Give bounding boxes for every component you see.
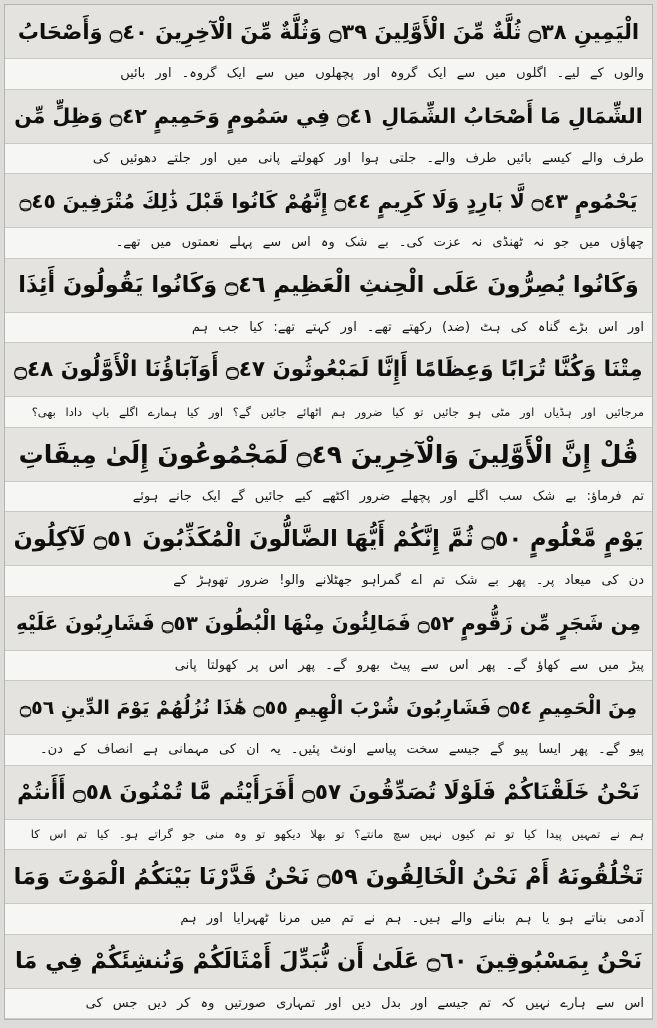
urdu-text: ہم نے تمہیں پیدا کیا تو تم کیوں نہیں سچ مانتے؟ تو بھلا دیکھو تو وہ منی جو گراتے ہو۔ کیا تم اس کا bbox=[30, 827, 644, 842]
urdu-translation-line bbox=[5, 481, 652, 512]
urdu-translation-line bbox=[5, 988, 652, 1019]
arabic-text: تَخْلُقُونَهُ أَمْ نَحْنُ الْخَالِقُونَ ۝٥٩ نَحْنُ قَدَّرْنَا بَيْنَكُمُ الْمَوْتَ وَمَا bbox=[13, 863, 644, 890]
line-pair bbox=[5, 850, 652, 935]
urdu-translation-line bbox=[5, 312, 652, 343]
arabic-text: مِتْنَا وَكُنَّا تُرَابًا وَعِظَامًا أَإِنَّا لَمَبْعُوثُونَ ۝٤٧ أَوَآبَاؤُنَا الْأَوَّلُونَ ۝٤٨ bbox=[14, 357, 643, 383]
urdu-text: چھاؤں میں جو نہ ٹھنڈی نہ عزت کی۔ بے شک وہ اس سے پہلے نعمتوں میں تھے۔ bbox=[115, 235, 644, 251]
arabic-verse-line bbox=[5, 681, 652, 734]
arabic-verse-line bbox=[5, 850, 652, 903]
arabic-text: نَحْنُ خَلَقْنَاكُمْ فَلَوْلَا تُصَدِّقُونَ ۝٥٧ أَفَرَأَيْتُم مَّا تُمْنُونَ ۝٥٨ أَأَنتُمْ bbox=[17, 779, 640, 805]
urdu-translation-line bbox=[5, 143, 652, 174]
arabic-text: وَكَانُوا يُصِرُّونَ عَلَى الْحِنثِ الْعَظِيمِ ۝٤٦ وَكَانُوا يَقُولُونَ أَئِذَا bbox=[18, 272, 639, 299]
urdu-text: اس سے ہارے نہیں کہ تم جیسے اور بدل دیں اور تمہاری صورتیں وہ کر دیں جس کی bbox=[85, 995, 644, 1011]
line-pair bbox=[5, 512, 652, 597]
arabic-verse-line bbox=[5, 512, 652, 565]
line-pair bbox=[5, 597, 652, 682]
arabic-verse-line bbox=[5, 343, 652, 396]
arabic-text: يَحْمُومٍ ۝٤٣ لَّا بَارِدٍ وَلَا كَرِيمٍ ۝٤٤ إِنَّهُمْ كَانُوا قَبْلَ ذَٰلِكَ مُتْرَفِينَ ۝٤٥ bbox=[19, 188, 638, 213]
urdu-text: اور اس بڑے گناہ کی ہٹ (ضد) رکھتے تھے۔ اور کہتے تھے: کیا جب ہم bbox=[191, 319, 644, 335]
line-pair bbox=[5, 343, 652, 428]
arabic-verse-line bbox=[5, 259, 652, 312]
arabic-text: يَوْمٍ مَّعْلُومٍ ۝٥٠ ثُمَّ إِنَّكُمْ أَيُّهَا الضَّالُّونَ الْمُكَذِّبُونَ ۝٥١ لَآكِلُونَ bbox=[13, 525, 644, 552]
line-pair bbox=[5, 935, 652, 1020]
urdu-text: آدمی بناتے ہو یا ہم بنانے والے ہیں۔ ہم نے تم میں مرنا ٹھہرایا اور ہم bbox=[180, 911, 644, 927]
arabic-text: نَحْنُ بِمَسْبُوقِينَ ۝٦٠ عَلَىٰ أَن نُّبَدِّلَ أَمْثَالَكُمْ وَنُنشِئَكُمْ فِي مَا bbox=[14, 948, 643, 975]
arabic-text: مِن شَجَرٍ مِّن زَقُّومٍ ۝٥٢ فَمَالِئُونَ مِنْهَا الْبُطُونَ ۝٥٣ فَشَارِبُونَ عَلَيْهِ bbox=[16, 611, 641, 636]
urdu-text: مرجائیں اور ہڈیاں اور مٹی ہو جائیں تو کیا ضرور ہم اٹھائے جائیں گے؟ اور کیا ہمارے اگلے باپ دادا بھی؟ bbox=[31, 404, 644, 419]
urdu-text: پیو گے۔ پھر ایسا پیو گے جیسے سخت پیاسے اونٹ پئیں۔ یہ ان کی مہمانی ہے انصاف کے دن۔ bbox=[39, 742, 644, 758]
line-pair bbox=[5, 681, 652, 766]
urdu-text: تم فرماؤ: بے شک سب اگلے اور پچھلے ضرور اکٹھے کیے جائیں گے ایک جانے ہوئے bbox=[132, 488, 644, 504]
arabic-text: الشِّمَالِ مَا أَصْحَابُ الشِّمَالِ ۝٤١ فِي سَمُومٍ وَحَمِيمٍ ۝٤٢ وَظِلٍّ مِّن bbox=[14, 104, 643, 129]
arabic-verse-line bbox=[5, 174, 652, 227]
line-pair bbox=[5, 428, 652, 513]
urdu-text: پیڑ میں سے کھاؤ گے۔ پھر اس سے پیٹ بھرو گے۔ پھر اس پر کھولتا پانی bbox=[174, 657, 644, 673]
arabic-text: مِنَ الْحَمِيمِ ۝٥٤ فَشَارِبُونَ شُرْبَ الْهِيمِ ۝٥٥ هَٰذَا نُزُلُهُمْ يَوْمَ الدِّينِ ۝٥٦ bbox=[20, 696, 637, 719]
line-pair bbox=[5, 174, 652, 259]
arabic-verse-line bbox=[5, 5, 652, 58]
urdu-translation-line bbox=[5, 734, 652, 765]
urdu-translation-line bbox=[5, 565, 652, 596]
line-pair bbox=[5, 766, 652, 851]
arabic-verse-line bbox=[5, 90, 652, 143]
urdu-text: والوں کے لیے۔ اگلوں میں سے ایک گروہ اور پچھلوں میں سے ایک گروہ۔ اور بائیں bbox=[120, 66, 644, 82]
line-pair bbox=[5, 90, 652, 175]
arabic-verse-line bbox=[5, 935, 652, 988]
arabic-verse-line bbox=[5, 428, 652, 481]
arabic-text: قُلْ إِنَّ الْأَوَّلِينَ وَالْآخِرِينَ ۝٤٩ لَمَجْمُوعُونَ إِلَىٰ مِيقَاتِ bbox=[18, 439, 639, 469]
arabic-verse-line bbox=[5, 766, 652, 819]
mushaf-page bbox=[4, 4, 653, 1020]
urdu-translation-line bbox=[5, 396, 652, 427]
line-pair bbox=[5, 259, 652, 344]
line-pair bbox=[5, 5, 652, 90]
arabic-verse-line bbox=[5, 597, 652, 650]
arabic-text: الْيَمِينِ ۝٣٨ ثُلَّةٌ مِّنَ الْأَوَّلِينَ ۝٣٩ وَثُلَّةٌ مِّنَ الْآخِرِينَ ۝٤٠ وَأَصْحَابُ bbox=[17, 19, 640, 44]
urdu-translation-line bbox=[5, 903, 652, 934]
urdu-translation-line bbox=[5, 819, 652, 850]
urdu-translation-line bbox=[5, 58, 652, 89]
urdu-text: طرف والے کیسے بائیں طرف والے۔ جلتی ہوا اور کھولتے پانی میں اور جلتے دھوئیں کی bbox=[92, 150, 644, 166]
urdu-translation-line bbox=[5, 650, 652, 681]
urdu-translation-line bbox=[5, 227, 652, 258]
urdu-text: دن کی میعاد پر۔ پھر بے شک تم اے گمراہو جھٹلانے والو! ضرور تھوہڑ کے bbox=[173, 573, 644, 589]
